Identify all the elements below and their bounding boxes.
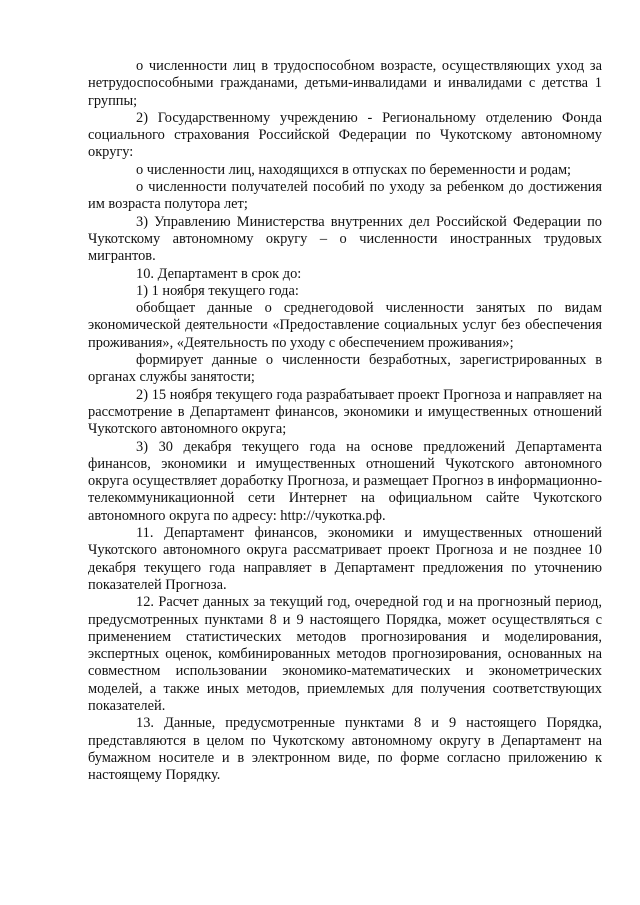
paragraph-employment-summary: обобщает данные о среднегодовой численности занятых по видам экономической деятельности «Предоставление социальных услуг без обеспечения проживания», «Деятельность по уходу с обеспечением проживания»; xyxy=(88,300,602,351)
paragraph-section-10-item-3: 3) 30 декабря текущего года на основе предложений Департамента финансов, экономики и имущественных отношений Чукотского автономного округа осуществляет доработку Прогноза, и размещает Прогноз в информационно-телекоммуникационной сети Интернет на официальном сайте Чукотского автономного округа по адресу: http://чукотка.рф. xyxy=(88,438,602,524)
paragraph-section-13: 13. Данные, предусмотренные пунктами 8 и 9 настоящего Порядка, представляются в целом по Чукотскому автономному округу в Департамент на бумажном носителе и в электронном виде, по форме согласно приложению к настоящему Порядку. xyxy=(88,715,602,784)
paragraph-item-3-interior-ministry: 3) Управлению Министерства внутренних дел Российской Федерации по Чукотскому автономному округу – о численности иностранных трудовых мигрантов. xyxy=(88,213,602,265)
paragraph-carers-count: о численности лиц в трудоспособном возрасте, осуществляющих уход за нетрудоспособными гражданами, детьми-инвалидами и инвалидами с детства 1 группы; xyxy=(88,58,602,109)
paragraph-unemployment-data: формирует данные о численности безработных, зарегистрированных в органах службы занятости; xyxy=(88,352,602,386)
paragraph-section-12: 12. Расчет данных за текущий год, очередной год и на прогнозный период, предусмотренных пунктами 8 и 9 настоящего Порядка, может осуществляться с применением статистических методов прогнозирования и моделирования, экспертных оценок, комбинированных методов прогнозирования, основанных на совместном использовании экономико-математических и эконометрических моделей, а также иных методов, приемлемых для получения соответствующих показателей. xyxy=(88,594,602,714)
paragraph-section-10: 10. Департамент в срок до: xyxy=(136,265,302,282)
paragraph-section-11: 11. Департамент финансов, экономики и имущественных отношений Чукотского автономного округа рассматривает проект Прогноза и не позднее 10 декабря текущего года направляет в Департамент предложения по уточнению показателей Прогноза. xyxy=(88,525,602,593)
paragraph-childcare-benefits: о численности получателей пособий по уходу за ребенком до достижения им возраста полутора лет; xyxy=(88,179,602,213)
paragraph-section-10-item-2: 2) 15 ноября текущего года разрабатывает проект Прогноза и направляет на рассмотрение в Департамент финансов, экономики и имущественных отношений Чукотского автономного округа; xyxy=(88,386,602,438)
document-body xyxy=(88,58,602,784)
paragraph-section-10-item-1: 1) 1 ноября текущего года: xyxy=(136,282,299,299)
paragraph-item-2-social-fund: 2) Государственному учреждению - Региональному отделению Фонда социального страхования Российской Федерации по Чукотскому автономному округу: xyxy=(88,109,602,161)
paragraph-maternity-leave: о численности лиц, находящихся в отпусках по беременности и родам; xyxy=(136,161,572,178)
